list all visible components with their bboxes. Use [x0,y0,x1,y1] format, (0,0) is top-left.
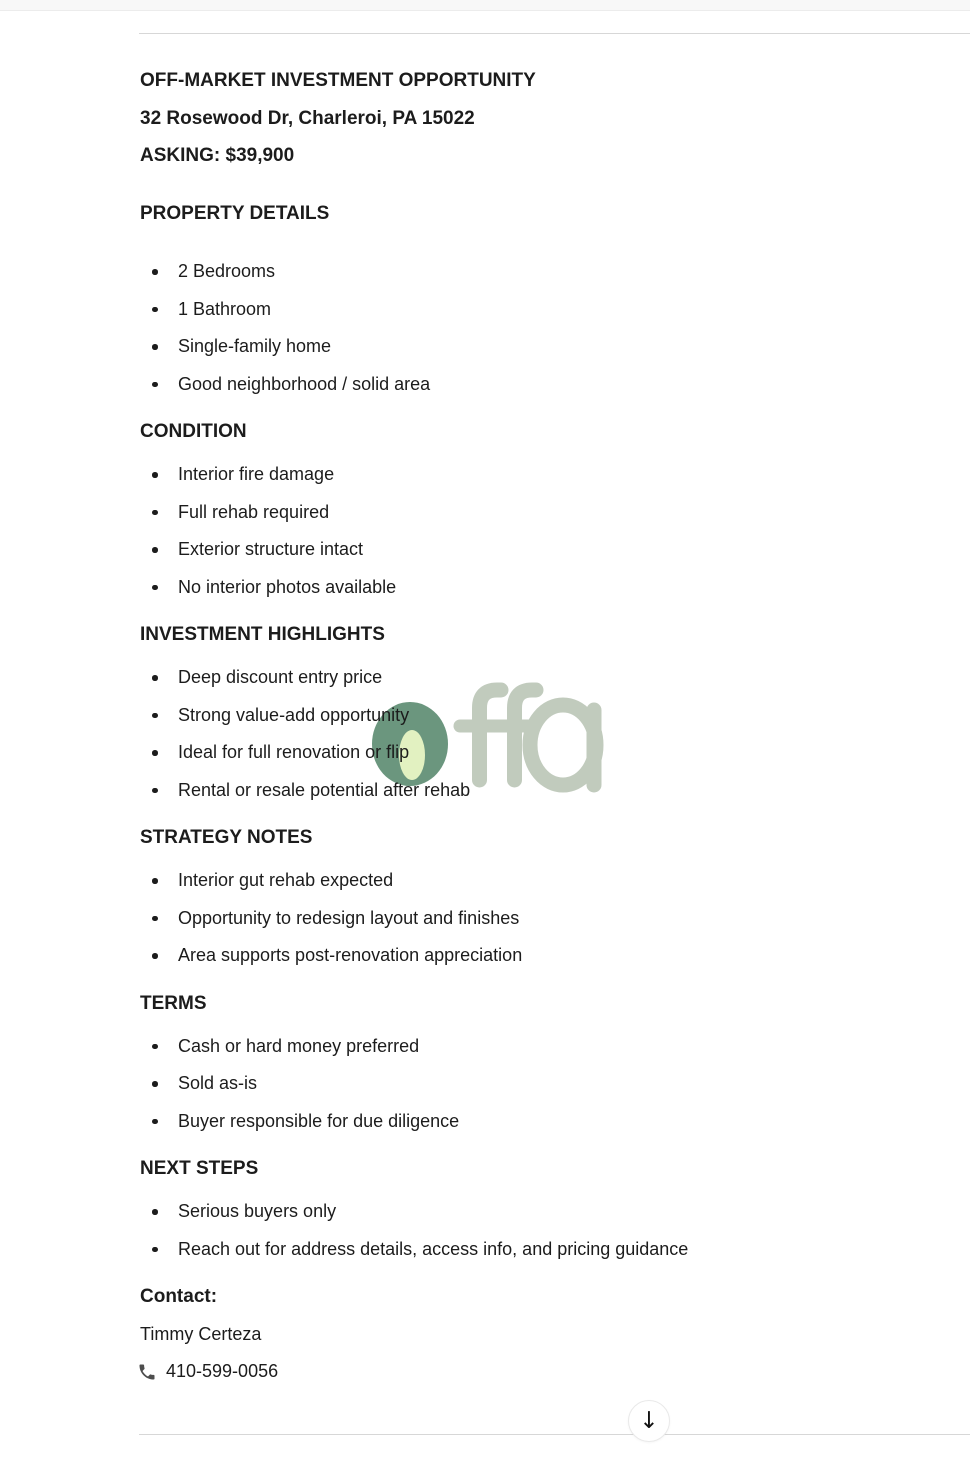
section-heading-terms: TERMS [140,992,207,1014]
section-list [140,456,910,606]
section-list [140,1193,910,1268]
scroll-to-bottom-button[interactable] [628,1400,670,1442]
list-item: Single-family home [140,328,910,366]
list-item: No interior photos available [140,569,910,607]
list-item: Full rehab required [140,494,910,532]
section-list [140,659,910,809]
contact-block [140,1278,910,1391]
list-item: Sold as-is [140,1065,910,1103]
list-item: Interior gut rehab expected [140,862,910,900]
list-item: Exterior structure intact [140,531,910,569]
list-item: Area supports post-renovation appreciation [140,937,910,975]
section-heading-property-details: PROPERTY DETAILS [140,203,330,224]
message-divider-bottom [139,1434,970,1435]
section-heading-strategy-notes: STRATEGY NOTES [140,827,313,848]
section-heading-next-steps: NEXT STEPS [140,1158,259,1179]
list-item: Ideal for full renovation or flip [140,734,910,772]
down-arrow-icon: ↓ [639,1407,659,1434]
list-item: Interior fire damage [140,456,910,494]
list-item: Serious buyers only [140,1193,910,1231]
property-address: 32 Rosewood Dr, Charleroi, PA 15022 [140,107,475,129]
list-item: 2 Bedrooms [140,253,910,291]
list-item: Rental or resale potential after rehab [140,772,910,810]
list-item: Cash or hard money preferred [140,1028,910,1066]
list-item: Good neighborhood / solid area [140,366,910,404]
list-item: Strong value-add opportunity [140,697,910,735]
section-heading-investment-highlights: INVESTMENT HIGHLIGHTS [140,624,385,645]
section-heading-condition: CONDITION [140,421,247,442]
listing-title: OFF-MARKET INVESTMENT OPPORTUNITY [140,70,536,91]
list-item: Opportunity to redesign layout and finishes [140,900,910,938]
section-list [140,862,910,975]
listing-intro [140,62,910,175]
contact-label: Contact: [140,1286,218,1307]
list-item: Buyer responsible for due diligence [140,1103,910,1141]
section-list [140,253,910,403]
list-item: Deep discount entry price [140,659,910,697]
list-item: Reach out for address details, access info, and pricing guidance [140,1231,910,1269]
contact-phone-line [140,1353,910,1391]
phone-receiver-icon [137,1362,157,1382]
list-item: 1 Bathroom [140,291,910,329]
section-list [140,1028,910,1141]
contact-name: Timmy Certeza [140,1323,262,1344]
listing-sections [140,200,910,1268]
asking-price: ASKING: $39,900 [140,145,295,166]
contact-phone-number: 410-599-0056 [166,1361,279,1381]
